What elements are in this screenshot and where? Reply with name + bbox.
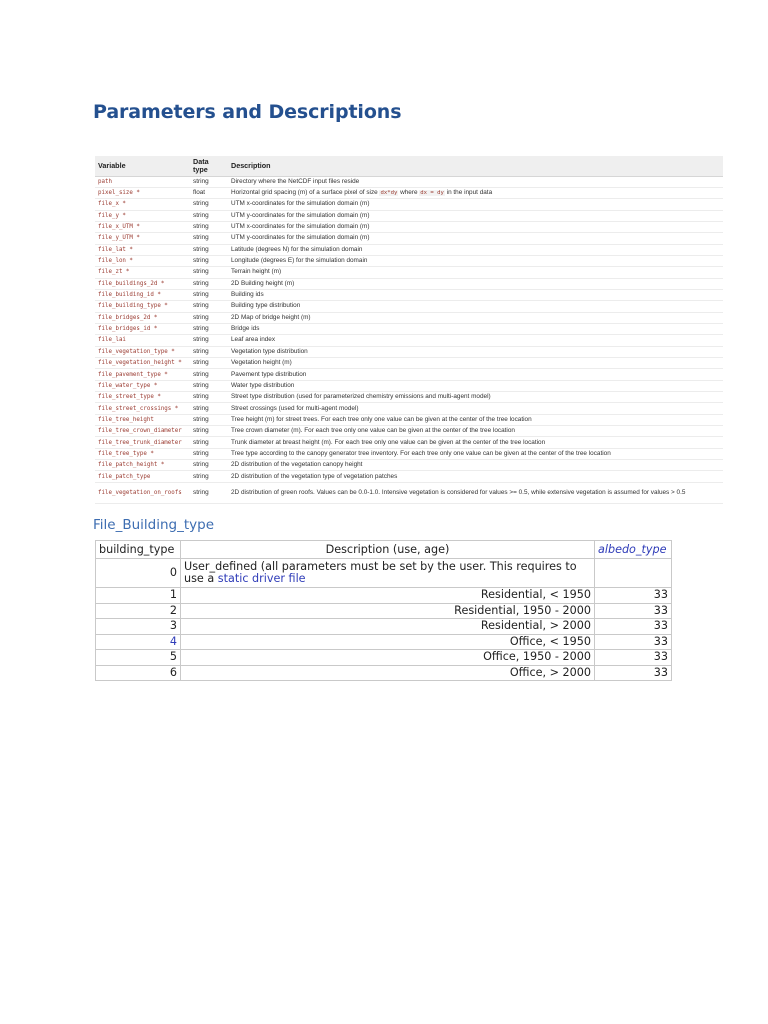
description-cell: Building type distribution: [228, 301, 723, 312]
building-type-header: building_type: [96, 541, 181, 559]
data-type-cell: string: [190, 289, 228, 300]
variable-cell: file_tree_height: [95, 414, 190, 425]
building-type-table-body: [96, 559, 672, 681]
data-type-cell: string: [190, 335, 228, 346]
description-cell: Directory where the NetCDF input files reside: [228, 176, 723, 187]
description-mid: where: [400, 189, 418, 197]
description-cell: Street crossings (used for multi-agent model): [228, 403, 723, 414]
data-type-cell: string: [190, 244, 228, 255]
data-type-cell: string: [190, 448, 228, 459]
description-cell: Bridge ids: [228, 323, 723, 334]
table-row: [95, 392, 723, 403]
parameters-table-body: [95, 176, 723, 503]
table-row: [95, 323, 723, 334]
table-row: [95, 437, 723, 448]
description-cell: UTM x-coordinates for the simulation domain (m): [228, 221, 723, 232]
data-type-cell: string: [190, 176, 228, 187]
variable-cell: pixel_size *: [95, 187, 190, 198]
variable-cell: file_bridges_id *: [95, 323, 190, 334]
code-dx-dy: dx*dy: [380, 190, 398, 197]
variable-cell: file_building_id *: [95, 289, 190, 300]
table-row: [95, 358, 723, 369]
table-row: [95, 471, 723, 482]
albedo-type-header[interactable]: albedo_type: [595, 541, 672, 559]
description-cell: Terrain height (m): [228, 267, 723, 278]
data-type-cell: string: [190, 267, 228, 278]
table-row: [95, 210, 723, 221]
table-row: [95, 426, 723, 437]
table-row: [95, 482, 723, 503]
description-header: Description: [228, 156, 723, 176]
variable-cell: file_lon *: [95, 255, 190, 266]
data-type-cell: string: [190, 278, 228, 289]
description-cell: UTM x-coordinates for the simulation domain (m): [228, 199, 723, 210]
table-row: [95, 221, 723, 232]
table-row: [95, 369, 723, 380]
variable-cell: file_tree_trunk_diameter: [95, 437, 190, 448]
data-type-cell: float: [190, 187, 228, 198]
variable-cell: file_building_type *: [95, 301, 190, 312]
variable-cell: file_buildings_2d *: [95, 278, 190, 289]
data-type-cell: string: [190, 358, 228, 369]
data-type-cell: string: [190, 221, 228, 232]
albedo-type-cell: 33: [595, 650, 672, 666]
variable-cell: file_vegetation_type *: [95, 346, 190, 357]
description-cell: Office, 1950 - 2000: [181, 650, 595, 666]
building-type-cell: 4: [96, 634, 181, 650]
description-text: User_defined (all parameters must be set by the user. This requires to use a: [184, 559, 577, 585]
table-row: [95, 199, 723, 210]
data-type-cell: string: [190, 346, 228, 357]
data-type-cell: string: [190, 392, 228, 403]
data-type-cell: string: [190, 380, 228, 391]
data-type-header-line2: type: [193, 164, 208, 174]
description-cell: [228, 187, 723, 198]
data-type-cell: string: [190, 199, 228, 210]
data-type-cell: string: [190, 255, 228, 266]
variable-cell: file_tree_crown_diameter: [95, 426, 190, 437]
description-use-age-header: Description (use, age): [181, 541, 595, 559]
variable-cell: file_tree_type *: [95, 448, 190, 459]
variable-cell: file_y *: [95, 210, 190, 221]
page-title: Parameters and Descriptions: [93, 101, 402, 123]
table-row: [95, 267, 723, 278]
description-cell: Vegetation height (m): [228, 358, 723, 369]
description-cell: Street type distribution (used for parameterized chemistry emissions and multi-agent model): [228, 392, 723, 403]
table-row: [95, 301, 723, 312]
data-type-header-line1: Data: [193, 156, 209, 166]
building-type-cell: 3: [96, 619, 181, 635]
description-cell: Tree height (m) for street trees. For each tree only one value can be given at the center of the tree location: [228, 414, 723, 425]
data-type-cell: string: [190, 301, 228, 312]
variable-header: Variable: [95, 156, 190, 176]
description-cell: Water type distribution: [228, 380, 723, 391]
description-cell: UTM y-coordinates for the simulation domain (m): [228, 210, 723, 221]
variable-cell: file_patch_type: [95, 471, 190, 482]
variable-cell: file_bridges_2d *: [95, 312, 190, 323]
table-row: [96, 650, 672, 666]
variable-cell: file_y_UTM *: [95, 233, 190, 244]
building-type-cell: 1: [96, 588, 181, 604]
albedo-type-cell: 33: [595, 619, 672, 635]
building-type-cell: 2: [96, 603, 181, 619]
description-cell: Residential, > 2000: [181, 619, 595, 635]
building-type-cell: 6: [96, 665, 181, 681]
table-row: [96, 588, 672, 604]
building-type-table: [95, 540, 672, 681]
code-dx-equals-dy: dx = dy: [420, 190, 444, 197]
description-cell: Office, > 2000: [181, 665, 595, 681]
variable-cell: file_street_crossings *: [95, 403, 190, 414]
variable-cell: file_patch_height *: [95, 460, 190, 471]
variable-cell: file_vegetation_on_roofs: [95, 482, 190, 503]
description-cell: Building ids: [228, 289, 723, 300]
variable-cell: file_lat *: [95, 244, 190, 255]
variable-cell: path: [95, 176, 190, 187]
building-type-cell: 0: [96, 559, 181, 588]
table-row: [95, 255, 723, 266]
albedo-type-cell: [595, 559, 672, 588]
description-cell: UTM y-coordinates for the simulation domain (m): [228, 233, 723, 244]
description-cell: Pavement type distribution: [228, 369, 723, 380]
variable-cell: file_water_type *: [95, 380, 190, 391]
data-type-cell: string: [190, 233, 228, 244]
data-type-cell: string: [190, 471, 228, 482]
table-row: [96, 634, 672, 650]
albedo-type-cell: 33: [595, 588, 672, 604]
description-cell: Residential, 1950 - 2000: [181, 603, 595, 619]
variable-cell: file_lai: [95, 335, 190, 346]
description-cell: Latitude (degrees N) for the simulation domain: [228, 244, 723, 255]
data-type-cell: string: [190, 414, 228, 425]
building-type-heading: File_Building_type: [93, 517, 215, 533]
parameters-table-header: [95, 156, 723, 176]
table-row: [95, 289, 723, 300]
albedo-type-cell: 33: [595, 665, 672, 681]
variable-cell: file_pavement_type *: [95, 369, 190, 380]
albedo-type-cell: 33: [595, 634, 672, 650]
table-row: [95, 335, 723, 346]
table-row: [95, 278, 723, 289]
table-row: [96, 619, 672, 635]
data-type-cell: string: [190, 437, 228, 448]
description-cell: Leaf area index: [228, 335, 723, 346]
description-cell: 2D distribution of the vegetation type of vegetation patches: [228, 471, 723, 482]
table-row: [95, 176, 723, 187]
description-cell: 2D distribution of green roofs. Values can be 0.0-1.0. Intensive vegetation is considered for values >= 0.5, while extensive vegetation is assumed for values > 0.5: [228, 482, 723, 503]
parameters-table: [95, 156, 723, 504]
data-type-cell: string: [190, 482, 228, 503]
table-row: [95, 380, 723, 391]
variable-cell: file_vegetation_height *: [95, 358, 190, 369]
table-row: [95, 460, 723, 471]
description-cell: Vegetation type distribution: [228, 346, 723, 357]
data-type-cell: string: [190, 210, 228, 221]
data-type-cell: string: [190, 323, 228, 334]
data-type-cell: string: [190, 403, 228, 414]
description-cell: Tree type according to the canopy generator tree inventory. For each tree only one value can be given at the center of the tree location: [228, 448, 723, 459]
description-cell: Trunk diameter at breast height (m). For each tree only one value can be given at the center of the tree location: [228, 437, 723, 448]
table-row: [95, 233, 723, 244]
table-row: [95, 187, 723, 198]
description-suffix: in the input data: [446, 189, 493, 197]
description-cell: Longitude (degrees E) for the simulation domain: [228, 255, 723, 266]
table-row: [96, 665, 672, 681]
data-type-cell: string: [190, 369, 228, 380]
building-type-header-row: [96, 541, 672, 559]
data-type-cell: string: [190, 426, 228, 437]
table-row: [95, 312, 723, 323]
description-cell: Residential, < 1950: [181, 588, 595, 604]
building-type-cell: 5: [96, 650, 181, 666]
description-cell: [181, 559, 595, 588]
variable-cell: file_x *: [95, 199, 190, 210]
description-cell: 2D distribution of the vegetation canopy height: [228, 460, 723, 471]
description-cell: 2D Building height (m): [228, 278, 723, 289]
description-prefix: Horizontal grid spacing (m) of a surface pixel of size: [231, 189, 378, 197]
description-cell: Tree crown diameter (m). For each tree only one value can be given at the center of the tree location: [228, 426, 723, 437]
table-row: [96, 603, 672, 619]
variable-cell: file_zt *: [95, 267, 190, 278]
table-row: [95, 448, 723, 459]
variable-cell: file_x_UTM *: [95, 221, 190, 232]
data-type-header: [190, 156, 228, 176]
description-cell: 2D Map of bridge height (m): [228, 312, 723, 323]
table-row: [95, 244, 723, 255]
variable-cell: file_street_type *: [95, 392, 190, 403]
albedo-type-cell: 33: [595, 603, 672, 619]
data-type-cell: string: [190, 460, 228, 471]
table-row: [95, 403, 723, 414]
table-row: [95, 414, 723, 425]
table-row: [96, 559, 672, 588]
static-driver-file-link[interactable]: static driver file: [217, 572, 306, 585]
table-row: [95, 346, 723, 357]
description-cell: Office, < 1950: [181, 634, 595, 650]
data-type-cell: string: [190, 312, 228, 323]
